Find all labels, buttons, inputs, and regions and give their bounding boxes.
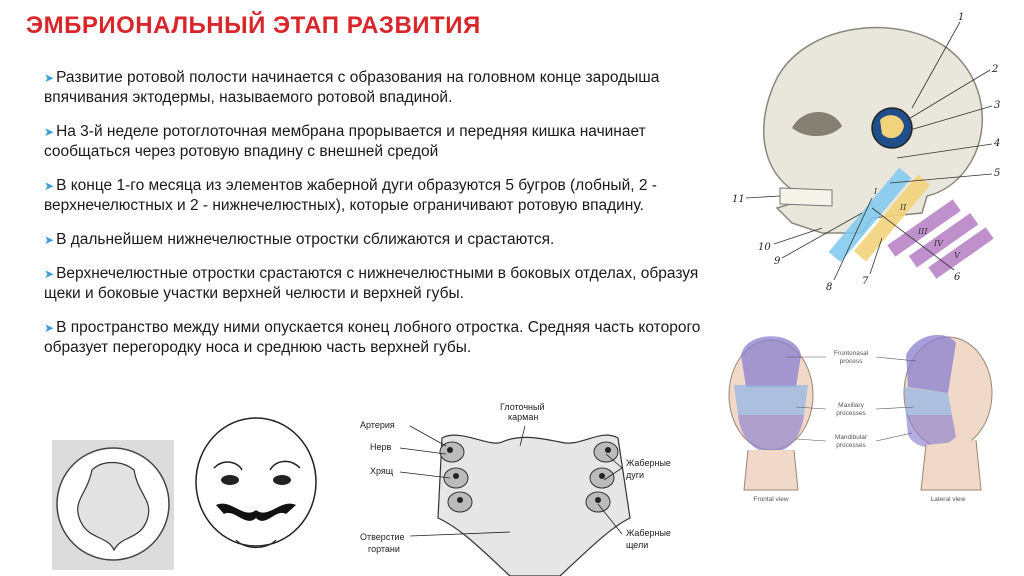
bullet-text: В пространство между ними опускается конец лобного отростка. Средняя часть которого образует перегородку носа и среднюю часть верхней губы. bbox=[44, 319, 701, 356]
bullet-item bbox=[44, 264, 722, 304]
skull-label-10: 10 bbox=[758, 242, 771, 253]
skull-label-2: 2 bbox=[992, 64, 999, 75]
skull-label-8: 8 bbox=[826, 282, 833, 293]
bullet-text: В конце 1-го месяца из элементов жаберной дуги образуются 5 бугров (лобный, 2 - верхнечелюстных и 2 - нижнечелюстных), которые ограничивают ротовую впадину. bbox=[44, 177, 657, 214]
arch-numeral-II: II bbox=[900, 203, 907, 212]
skull-label-6: 6 bbox=[954, 272, 961, 283]
frontal-neck bbox=[744, 450, 798, 490]
maxillary-label-2: processes bbox=[836, 410, 866, 417]
frontonasal-label-1: Frontonasal bbox=[833, 350, 869, 357]
bullet-text: На 3-й неделе ротоглоточная мембрана прорывается и передняя кишка начинает сообщаться через ротовую впадину с внешней средой bbox=[44, 123, 646, 160]
arches-label-1: Жаберные bbox=[626, 458, 671, 468]
bullet-item bbox=[44, 176, 722, 216]
artery-label: Артерия bbox=[360, 420, 395, 430]
larynx-label-2: гортани bbox=[368, 544, 400, 554]
arrow-icon: ➤ bbox=[44, 125, 55, 139]
arch-numeral-V: V bbox=[954, 251, 960, 260]
clefts-label-2: щели bbox=[626, 540, 649, 550]
arrow-icon: ➤ bbox=[44, 71, 55, 85]
left-eye bbox=[221, 475, 239, 485]
bullet-text: В дальнейшем нижнечелюстные отростки сближаются и срастаются. bbox=[56, 231, 555, 248]
frontonasal-label-2: process bbox=[839, 358, 863, 365]
skull-label-4: 4 bbox=[994, 138, 1001, 149]
maxillary-label-1: Maxillary bbox=[838, 402, 864, 409]
teeth bbox=[780, 188, 832, 206]
arrow-icon: ➤ bbox=[44, 179, 55, 193]
pharyngeal-arches-figure bbox=[360, 398, 706, 576]
mandibular-label-2: processes bbox=[836, 442, 866, 449]
child-face-figure bbox=[186, 410, 326, 570]
larynx-label-1: Отверстие bbox=[360, 532, 405, 542]
maxillary-area bbox=[734, 385, 808, 415]
arch-numeral-IV: IV bbox=[934, 239, 943, 248]
pouch-label-2: карман bbox=[508, 412, 539, 422]
bullet-item bbox=[44, 230, 722, 250]
right-eye bbox=[273, 475, 291, 485]
lateral-mandibular-area bbox=[906, 415, 956, 447]
bullet-text: Развитие ротовой полости начинается с образования на головном конце зародыша впячивания эктодермы, называемого ротовой впадиной. bbox=[44, 69, 660, 106]
lateral-neck bbox=[921, 440, 981, 490]
slide-title: ЭМБРИОНАЛЬНЫЙ ЭТАП РАЗВИТИЯ bbox=[26, 12, 481, 39]
skull-label-7: 7 bbox=[862, 276, 869, 287]
arrow-icon: ➤ bbox=[44, 233, 55, 247]
face-processes-figure bbox=[716, 315, 1018, 505]
bullet-item bbox=[44, 318, 722, 358]
skull-label-3: 3 bbox=[994, 100, 1001, 111]
lateral-view-caption: Lateral view bbox=[930, 496, 966, 503]
skull-label-11: 11 bbox=[732, 194, 745, 205]
lateral-frontonasal-area bbox=[906, 335, 956, 393]
arrow-icon: ➤ bbox=[44, 321, 55, 335]
nerve-label: Нерв bbox=[370, 442, 392, 452]
arch-numeral-III: III bbox=[918, 227, 928, 236]
frontal-view-caption: Frontal view bbox=[753, 496, 789, 503]
skull-label-1: 1 bbox=[958, 12, 965, 23]
pouch-label-1: Глоточный bbox=[500, 402, 545, 412]
mandibular-area bbox=[738, 415, 804, 453]
bullet-list bbox=[44, 68, 722, 372]
embryo-section-figure bbox=[52, 440, 174, 570]
frontonasal-area bbox=[741, 336, 801, 387]
bullet-item bbox=[44, 122, 722, 162]
bullet-item bbox=[44, 68, 722, 108]
arrow-icon: ➤ bbox=[44, 267, 55, 281]
bullet-text: Верхнечелюстные отростки срастаются с нижнечелюстными в боковых отделах, образуя щеки и боковые участки верхней челюсти и верхней губы. bbox=[44, 265, 699, 302]
skull-label-5: 5 bbox=[994, 168, 1001, 179]
clefts-label-1: Жаберные bbox=[626, 528, 671, 538]
cartilage-label: Хрящ bbox=[370, 466, 394, 476]
skull-branchial-arches-figure bbox=[722, 8, 1018, 294]
arch-numeral-I: I bbox=[874, 187, 878, 196]
skull-label-9: 9 bbox=[774, 256, 781, 267]
arches-label-2: дуги bbox=[626, 470, 645, 480]
mandibular-label-1: Mandibular bbox=[834, 434, 868, 441]
child-head-outline bbox=[196, 418, 316, 546]
